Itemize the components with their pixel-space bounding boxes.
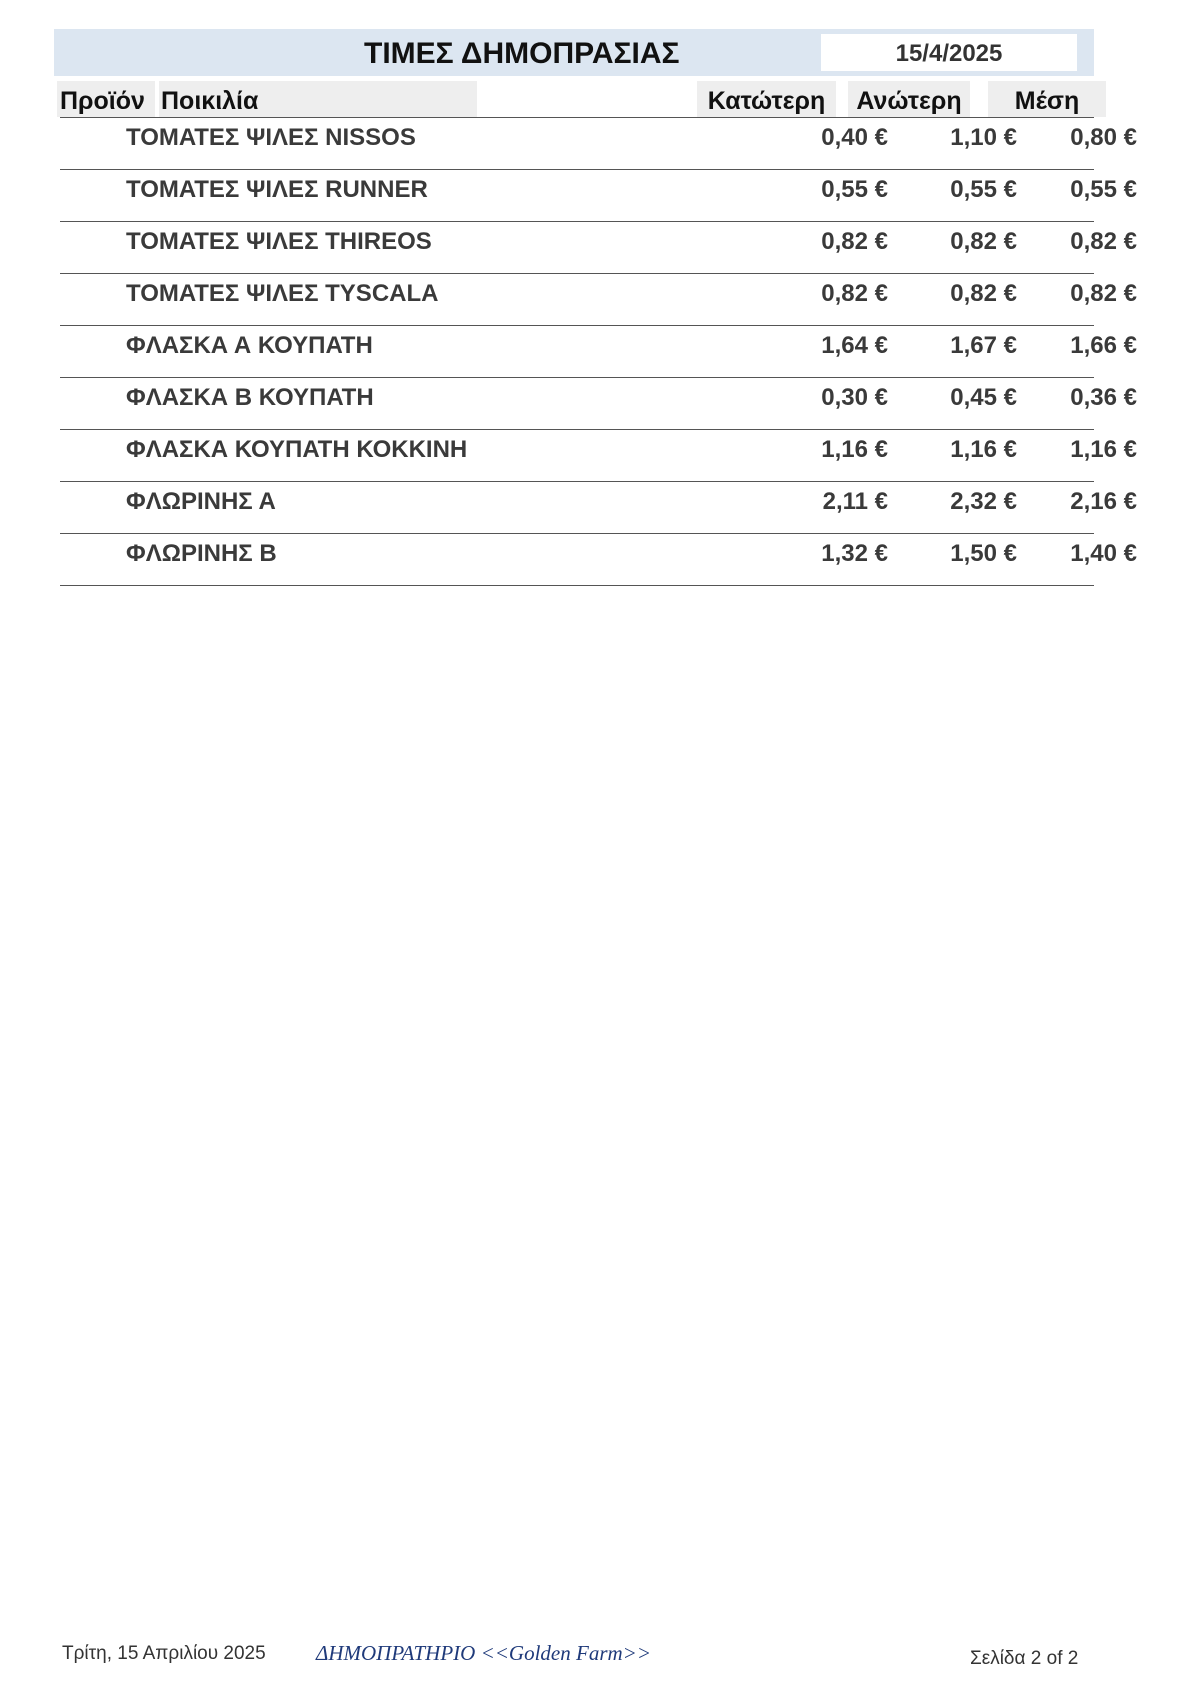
price-min: 1,16 €: [821, 436, 888, 463]
table-row: [60, 430, 1137, 482]
table-row: [60, 274, 1137, 326]
table-row: [60, 534, 1137, 586]
column-header-variety: Ποικιλία: [159, 81, 477, 117]
column-header-product: Προϊόν: [57, 81, 155, 117]
price-min: 1,32 €: [821, 540, 888, 567]
column-header-min: Κατώτερη: [697, 81, 836, 117]
auction-date: 15/4/2025: [821, 34, 1077, 71]
price-avg: 2,16 €: [1070, 488, 1137, 515]
price-max: 1,67 €: [950, 332, 1017, 359]
price-min: 0,55 €: [821, 176, 888, 203]
price-avg: 0,36 €: [1070, 384, 1137, 411]
title-bar: [54, 29, 1094, 76]
product-name: ΤΟΜΑΤΕΣ ΨΙΛΕΣ NISSOS: [126, 124, 416, 151]
column-header-max: Ανώτερη: [848, 81, 970, 117]
product-name: ΤΟΜΑΤΕΣ ΨΙΛΕΣ TYSCALA: [126, 280, 439, 307]
table-row: [60, 170, 1137, 222]
column-header-avg: Μέση: [988, 81, 1106, 117]
price-max: 1,10 €: [950, 124, 1017, 151]
price-min: 2,11 €: [822, 488, 888, 515]
price-min: 1,64 €: [821, 332, 888, 359]
price-min: 0,40 €: [821, 124, 888, 151]
page-title: ΤΙΜΕΣ ΔΗΜΟΠΡΑΣΙΑΣ: [364, 37, 680, 70]
product-name: ΦΛΑΣΚΑ Α ΚΟΥΠΑΤΗ: [126, 332, 373, 359]
price-avg: 0,55 €: [1070, 176, 1137, 203]
table-row: [60, 118, 1137, 170]
table-row: [60, 326, 1137, 378]
price-avg: 0,80 €: [1070, 124, 1137, 151]
price-max: 2,32 €: [950, 488, 1017, 515]
price-min: 0,82 €: [821, 228, 888, 255]
table-row: [60, 378, 1137, 430]
footer-date: Τρίτη, 15 Απριλίου 2025: [62, 1643, 266, 1664]
footer-brand: ΔΗΜΟΠΡΑΤΗΡΙΟ <<Golden Farm>>: [316, 1641, 652, 1665]
product-name: ΤΟΜΑΤΕΣ ΨΙΛΕΣ THIREOS: [126, 228, 432, 255]
price-max: 1,16 €: [950, 436, 1017, 463]
price-avg: 0,82 €: [1070, 280, 1137, 307]
product-name: ΦΛΩΡΙΝΗΣ Β: [126, 540, 277, 567]
price-min: 0,30 €: [821, 384, 888, 411]
price-max: 0,82 €: [950, 280, 1017, 307]
table-row: [60, 222, 1137, 274]
product-name: ΦΛΑΣΚΑ ΚΟΥΠΑΤΗ ΚΟΚΚΙΝΗ: [126, 436, 468, 463]
price-avg: 0,82 €: [1070, 228, 1137, 255]
price-avg: 1,66 €: [1070, 332, 1137, 359]
price-max: 0,82 €: [950, 228, 1017, 255]
footer-page-number: Σελίδα 2 of 2: [970, 1648, 1079, 1669]
table-row: [60, 482, 1137, 534]
price-avg: 1,16 €: [1070, 436, 1137, 463]
price-min: 0,82 €: [821, 280, 888, 307]
product-name: ΦΛΑΣΚΑ Β ΚΟΥΠΑΤΗ: [126, 384, 374, 411]
product-name: ΤΟΜΑΤΕΣ ΨΙΛΕΣ RUNNER: [126, 176, 428, 203]
product-name: ΦΛΩΡΙΝΗΣ Α: [126, 488, 276, 515]
price-avg: 1,40 €: [1070, 540, 1137, 567]
price-max: 0,45 €: [950, 384, 1017, 411]
price-max: 1,50 €: [950, 540, 1017, 567]
price-max: 0,55 €: [950, 176, 1017, 203]
